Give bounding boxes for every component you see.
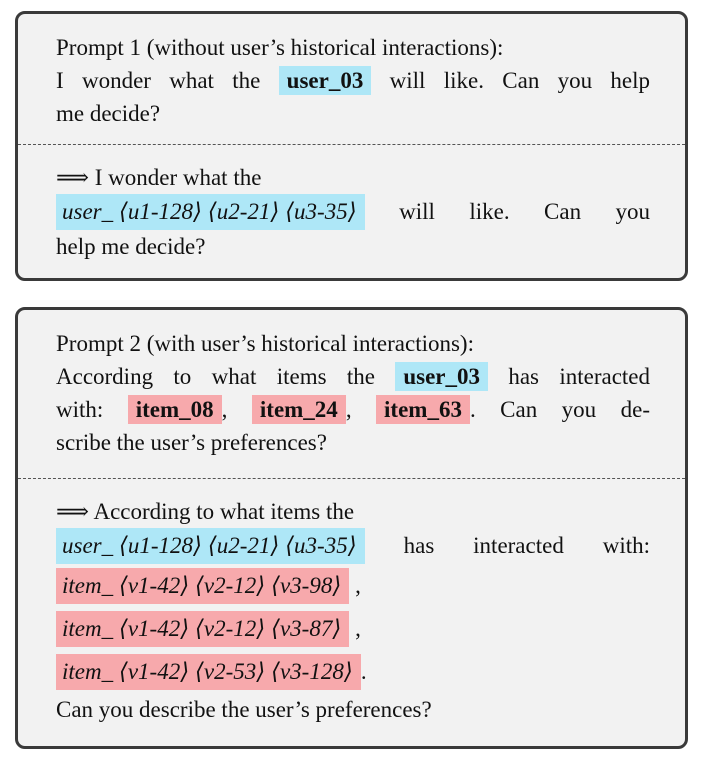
dashed-divider xyxy=(18,478,685,479)
prompt-1-line-3: me decide? xyxy=(56,101,161,126)
prompt-2-original xyxy=(56,327,650,459)
item-code-token: item_ ⟨v1-42⟩ ⟨v2-53⟩ ⟨v3-128⟩ xyxy=(56,654,361,690)
prompt-1-header: Prompt 1 (without user’s historical interactions): xyxy=(56,35,504,60)
item-code-token: item_ ⟨v1-42⟩ ⟨v2-12⟩ ⟨v3-98⟩ xyxy=(56,568,349,604)
prompt-1-original xyxy=(56,31,650,130)
item-token-highlight: item_24 xyxy=(252,395,346,424)
arrow-line: ⟹ According to what items the xyxy=(56,499,355,524)
prompt-2-last-line: Can you describe the user’s preferences? xyxy=(56,697,432,722)
user-token-line: user_ ⟨u1-128⟩ ⟨u2-21⟩ ⟨u3-35⟩ will like. Can you xyxy=(56,194,650,230)
dashed-divider xyxy=(18,144,685,145)
prompt-2-panel xyxy=(15,307,688,749)
user-code-token: user_ ⟨u1-128⟩ ⟨u2-21⟩ ⟨u3-35⟩ xyxy=(56,528,365,564)
item-token-line: item_ ⟨v1-42⟩ ⟨v2-12⟩ ⟨v3-87⟩ , xyxy=(56,607,650,650)
prompt-1-last-line: help me decide? xyxy=(56,234,206,259)
prompt-1-tokenized xyxy=(56,161,650,263)
prompt-1-panel xyxy=(15,11,688,281)
item-code-token: item_ ⟨v1-42⟩ ⟨v2-12⟩ ⟨v3-87⟩ xyxy=(56,611,349,647)
item-token-line: item_ ⟨v1-42⟩ ⟨v2-12⟩ ⟨v3-98⟩ , xyxy=(56,564,650,607)
item-token-line: item_ ⟨v1-42⟩ ⟨v2-53⟩ ⟨v3-128⟩ . xyxy=(56,650,650,693)
user-code-token: user_ ⟨u1-128⟩ ⟨u2-21⟩ ⟨u3-35⟩ xyxy=(56,194,365,230)
prompt-2-header: Prompt 2 (with user’s historical interactions): xyxy=(56,331,474,356)
item-token-highlight: item_08 xyxy=(128,395,222,424)
prompt-2-tokenized xyxy=(56,495,650,726)
prompt-2-line-3: with: item_08 , item_24 , item_63 . Can you de- xyxy=(56,397,651,422)
user-token-highlight: user_03 xyxy=(279,66,372,95)
prompt-2-line-4: scribe the user’s preferences? xyxy=(56,430,327,455)
user-token-highlight: user_03 xyxy=(395,362,488,391)
prompt-2-line-2: According to what items the user_03 has interacted xyxy=(56,364,651,389)
user-token-line: user_ ⟨u1-128⟩ ⟨u2-21⟩ ⟨u3-35⟩ has interacted with: xyxy=(56,528,650,564)
prompt-1-line-2: I wonder what the user_03 will like. Can you help xyxy=(56,68,651,93)
item-token-highlight: item_63 xyxy=(376,395,470,424)
arrow-line: ⟹ I wonder what the xyxy=(56,165,262,190)
